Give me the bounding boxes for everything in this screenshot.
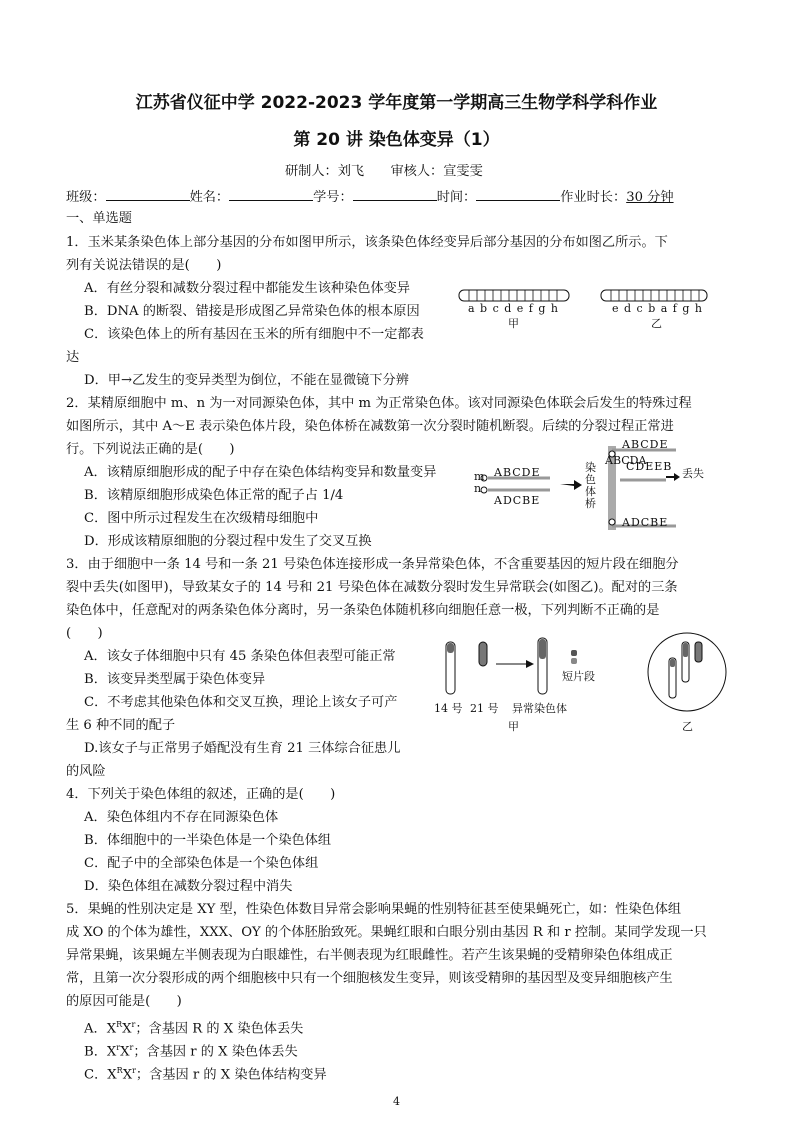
q1-fig-yi-label: 乙 xyxy=(651,317,662,330)
q1-option-b: B．DNA 的断裂、错接是形成图乙异常染色体的根本原因 xyxy=(84,304,420,319)
q4-option-b: B．体细胞中的一半染色体是一个染色体组 xyxy=(84,833,332,848)
q1-fig-yi-genes: e d c b a f g h xyxy=(612,302,703,315)
q3-fig-jia-label: 甲 xyxy=(508,720,519,733)
q4-option-a: A．染色体组内不存在同源染色体 xyxy=(84,810,279,825)
q4-stem: 4．下列关于染色体组的叙述，正确的是( ) xyxy=(66,787,336,802)
q2-fig-bridge: 染色体桥 xyxy=(585,461,596,510)
time-label: 时间： xyxy=(436,190,477,205)
q1-stem-line2: 列有关说法错误的是( ) xyxy=(66,258,222,273)
q2-fig-bottom-seq: ADCBE xyxy=(622,516,669,529)
q2-stem-line3: 行。下列说法正确的是( ) xyxy=(66,442,235,457)
q1-option-c-cont: 达 xyxy=(66,350,80,365)
short-fragment-bottom xyxy=(571,658,577,664)
q3-option-a: A．该女子体细胞中只有 45 条染色体但表型可能正常 xyxy=(84,649,396,664)
class-blank xyxy=(106,187,190,201)
q1-option-d: D．甲→乙发生的变异类型为倒位，不能在显微镜下分辨 xyxy=(84,373,409,388)
time-blank xyxy=(476,187,560,201)
q2-option-b: B．该精原细胞形成染色体正常的配子占 1/4 xyxy=(84,488,344,503)
q2-fig-m-seq: ABCDE xyxy=(494,466,541,479)
q3-fig-yi-label: 乙 xyxy=(682,720,693,733)
q5-option-c: C．$X^RX^r$；含基因 r 的 X 染色体结构变异 xyxy=(84,1066,327,1083)
short-fragment-top xyxy=(571,650,577,656)
name-blank xyxy=(229,187,313,201)
process-arrow-icon xyxy=(560,480,582,490)
chromosome-21 xyxy=(479,642,487,666)
q5-option-b: B．$X^rX^r$；含基因 r 的 X 染色体丢失 xyxy=(84,1043,298,1060)
arrow-icon xyxy=(526,660,534,668)
q3-option-b: B．该变异类型属于染色体变异 xyxy=(84,672,266,687)
q4-option-c: C．配子中的全部染色体是一个染色体组 xyxy=(84,856,319,871)
q2-fig-side-seq: ABCDA xyxy=(605,454,647,467)
q2-fig-m: m xyxy=(474,470,485,483)
duration-label: 作业时长： xyxy=(560,190,627,205)
q1-fig-jia-label: 甲 xyxy=(508,317,519,330)
id-label: 学号： xyxy=(313,190,353,205)
q3-stem-line1: 3．由于细胞中一条 14 号和一条 21 号染色体连接形成一条异常染色体，不含重要基因的短片段在细胞分 xyxy=(66,557,679,572)
q1-option-a: A．有丝分裂和减数分裂过程中都能发生该种染色体变异 xyxy=(84,281,411,296)
q2-fig-top-seq: ABCDE xyxy=(622,438,669,451)
q5-option-a: A．$X^RX^r$；含基因 R 的 X 染色体丢失 xyxy=(84,1020,304,1037)
q3-option-c: C．不考虑其他染色体和交叉互换，理论上该女子可产 xyxy=(84,695,398,710)
q2-stem-line1: 2．某精原细胞中 m、n 为一对同源染色体，其中 m 为正常染色体。该对同源染色体联会后发生的特殊过程 xyxy=(66,396,692,411)
q3-stem-line4: ( ) xyxy=(66,626,103,641)
info-line xyxy=(66,187,674,207)
q1-fig-jia-genes: a b c d e f g h xyxy=(468,302,559,315)
q2-fig-n: n xyxy=(474,482,482,495)
section-heading: 一、单选题 xyxy=(66,211,132,226)
q5-stem-line5: 的原因可能是( ) xyxy=(66,994,182,1009)
q5-stem-line4: 常，且第一次分裂形成的两个细胞核中只有一个细胞核发生变异，则该受精卵的基因型及变异细胞核产生 xyxy=(66,971,673,986)
q2-option-d: D．形成该精原细胞的分裂过程中发生了交叉互换 xyxy=(84,534,372,549)
q5-stem-line3: 异常果蝇，该果蝇左半侧表现为白眼雄性，右半侧表现为红眼雌性。若产生该果蝇的受精卵染色体组成正 xyxy=(66,948,673,963)
q2-option-c: C．图中所示过程发生在次级精母细胞中 xyxy=(84,511,319,526)
q2-option-a: A．该精原细胞形成的配子中存在染色体结构变异和数量变异 xyxy=(84,465,437,480)
id-blank xyxy=(353,187,437,201)
q2-stem-line2: 如图所示，其中 A～E 表示染色体片段，染色体桥在减数第一次分裂时随机断裂。后续的分裂过程正常进 xyxy=(66,419,674,434)
page-number: 4 xyxy=(393,1095,400,1108)
q3-stem-line2: 裂中丢失(如图甲)，导致某女子的 14 号和 21 号染色体在减数分裂时发生异常联会(如图乙)。配对的三条 xyxy=(66,580,678,595)
q3-fig-14: 14 号 xyxy=(434,702,463,715)
q3-fig-yi-drawing xyxy=(645,630,729,714)
q2-fig-mid-seq: CDEEB xyxy=(626,460,673,473)
q1-stem-line1: 1．玉米某条染色体上部分基因的分布如图甲所示，该条染色体经变异后部分基因的分布如图乙所示。下 xyxy=(66,235,668,250)
q3-fig-abnormal: 异常染色体 xyxy=(512,702,567,715)
q1-option-c: C．该染色体上的所有基因在玉米的所有细胞中不一定都表 xyxy=(84,327,424,342)
duration-value: 30 分钟 xyxy=(626,190,674,205)
q2-fig-lost: 丢失 xyxy=(682,467,704,480)
q2-fig-n-seq: ADCBE xyxy=(494,494,541,507)
q3-stem-line3: 染色体中，任意配对的两条染色体分离时，另一条染色体随机移向细胞任意一极，下列判断不正确的是 xyxy=(66,603,660,618)
page-subtitle: 第 20 讲 染色体变异（1） xyxy=(293,130,500,150)
q4-option-d: D．染色体组在减数分裂过程中消失 xyxy=(84,879,293,894)
q3-option-c-cont: 生 6 种不同的配子 xyxy=(66,718,176,733)
class-label: 班级： xyxy=(66,190,106,205)
authors-line: 研制人：刘飞 审核人：宣雯雯 xyxy=(285,164,483,179)
q5-stem-line1: 5．果蝇的性别决定是 XY 型，性染色体数目异常会影响果蝇的性别特征甚至使果蝇死亡，如：性染色体组 xyxy=(66,902,682,917)
q3-fig-short: 短片段 xyxy=(562,670,595,683)
q3-option-d: D.该女子与正常男子婚配没有生育 21 三体综合征患儿 xyxy=(84,741,401,756)
q3-fig-21: 21 号 xyxy=(470,702,499,715)
name-label: 姓名： xyxy=(189,190,230,205)
q3-fig-jia-drawing xyxy=(430,636,600,698)
q5-stem-line2: 成 XO 的个体为雄性，XXX、OY 的个体胚胎致死。果蝇红眼和白眼分别由基因 R 和 r 控制。某同学发现一只 xyxy=(66,925,707,940)
page-title: 江苏省仪征中学 2022-2023 学年度第一学期高三生物学科学科作业 xyxy=(135,93,658,113)
q3-option-d-cont: 的风险 xyxy=(66,764,106,779)
